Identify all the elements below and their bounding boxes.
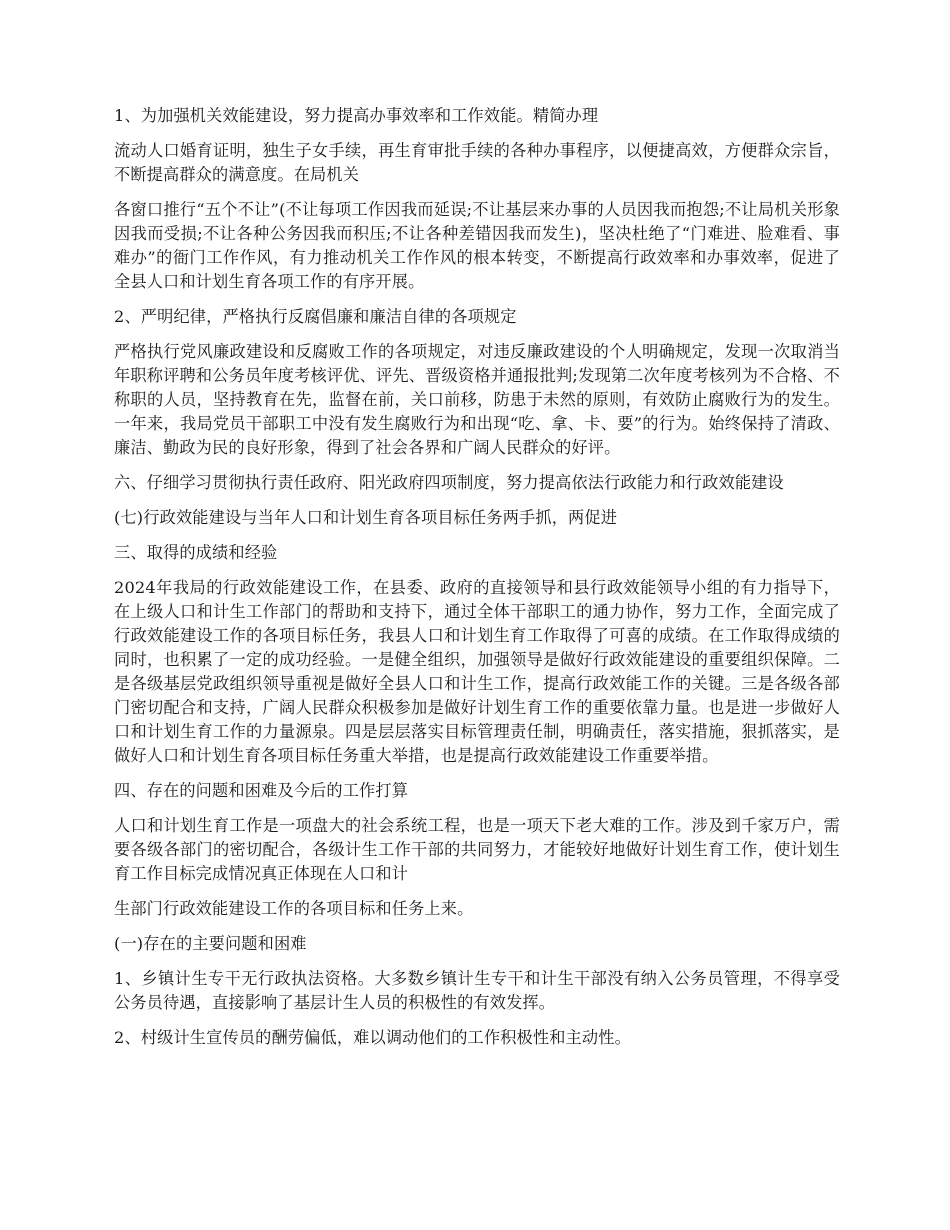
section-seven-heading: (七)行政效能建设与当年人口和计划生育各项目标任务两手抓，两促进 xyxy=(114,508,618,527)
paragraph-problem-2: 2、村级计生宣传员的酬劳偏低，难以调动他们的工作积极性和主动性。 xyxy=(114,1028,631,1047)
subsection-problems-heading: (一)存在的主要问题和困难 xyxy=(114,934,307,953)
section-six-heading: 六、仔细学习贯彻执行责任政府、阳光政府四项制度，努力提高依法行政能力和行政效能建设 xyxy=(114,473,784,492)
paragraph-problem-1: 1、乡镇计生专干无行政执法资格。大多数乡镇计生专干和计生干部没有纳入公务员管理，不得享受公务员待遇，直接影响了基层计生人员的积极性的有效发挥。 xyxy=(114,969,840,1012)
paragraph-marriage-certificate: 流动人口婚育证明，独生子女手续，再生育审批手续的各种办事程序，以便捷高效，方便群众宗旨，不断提高群众的满意度。在局机关 xyxy=(114,141,840,184)
paragraph-five-not-let: 各窗口推行“五个不让”(不让每项工作因我而延误;不让基层来办事的人员因我而抱怨;不让局机关形象因我而受损;不让各种公务因我而积压;不让各种差错因我而发生)，坚决杜绝了“门难进、脸难看、事难办”的衙门工作作风，有力推动机关工作作风的根本转变，不断提高行政效率和办事效率，促进了全县人口和计划生育各项工作的有序开展。 xyxy=(114,200,840,291)
section-three-heading: 三、取得的成绩和经验 xyxy=(114,543,278,562)
document-page xyxy=(114,104,840,1061)
paragraph-achievements: 2024年我局的行政效能建设工作，在县委、政府的直接领导和县行政效能领导小组的有力指导下，在上级人口和计生工作部门的帮助和支持下，通过全体干部职工的通力协作，努力工作，全面完成了行政效能建设工作的各项目标任务，我县人口和计划生育工作取得了可喜的成绩。在工作取得成绩的同时，也积累了一定的成功经验。一是健全组织，加强领导是做好行政效能建设的重要组织保障。二是各级基层党政组织领导重视是做好全县人口和计生工作，提高行政效能工作的关键。三是各级各部门密切配合和支持，广阔人民群众积极参加是做好计划生育工作的重要依靠力量。也是进一步做好人口和计划生育工作的力量源泉。四是层层落实目标管理责任制，明确责任，落实措施，狠抓落实，是做好人口和计划生育各项目标任务重大举措，也是提高行政效能建设工作重要举措。 xyxy=(114,578,840,765)
paragraph-system-engineering: 人口和计划生育工作是一项盘大的社会系统工程，也是一项天下老大难的工作。涉及到千家万户，需要各级各部门的密切配合，各级计生工作干部的共同努力，才能较好地做好计划生育工作，使计划生育工作目标完成情况真正体现在人口和计 xyxy=(114,816,840,883)
paragraph-continuation: 生部门行政效能建设工作的各项目标和任务上来。 xyxy=(114,899,474,918)
paragraph-anti-corruption: 严格执行党风廉政建设和反腐败工作的各项规定，对违反廉政建设的个人明确规定，发现一次取消当年职称评聘和公务员年度考核评优、评先、晋级资格并通报批判;发现第二次年度考核列为不合格、不称职的人员，坚持教育在先，监督在前，关口前移，防患于未然的原则，有效防止腐败行为的发生。一年来，我局党员干部职工中没有发生腐败行为和出现“吃、拿、卡、要”的行为。始终保持了清政、廉洁、勤政为民的良好形象，得到了社会各界和广阔人民群众的好评。 xyxy=(114,342,840,457)
paragraph-discipline-heading: 2、严明纪律，严格执行反腐倡廉和廉洁自律的各项规定 xyxy=(114,307,517,326)
section-four-heading: 四、存在的问题和困难及今后的工作打算 xyxy=(114,781,409,800)
paragraph-efficiency-item-1: 1、为加强机关效能建设，努力提高办事效率和工作效能。精简办理 xyxy=(114,106,599,125)
